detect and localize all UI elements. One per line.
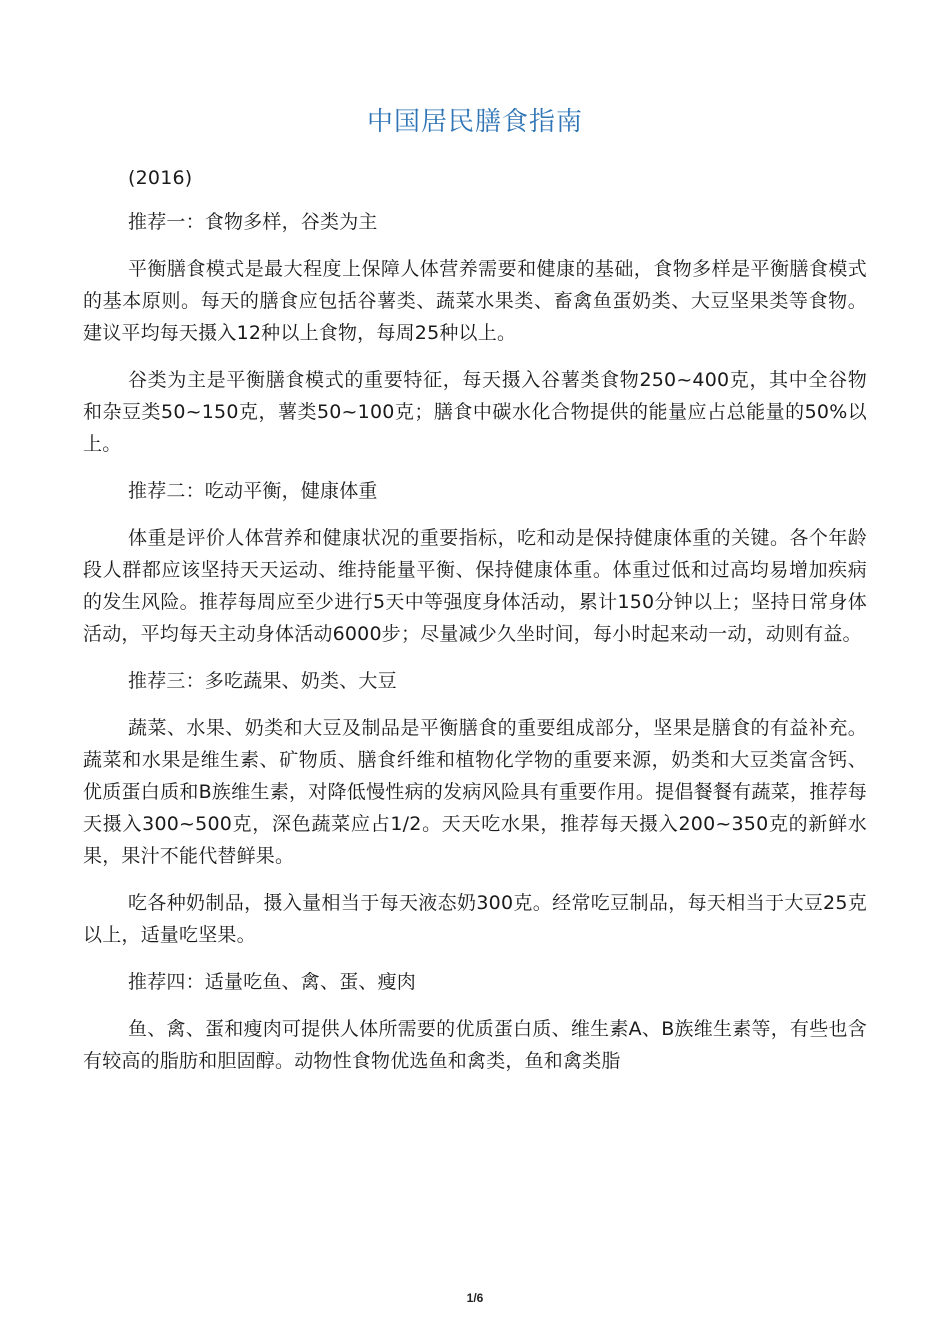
- page-number: 1/6: [466, 1291, 484, 1305]
- document-body: [83, 162, 867, 1092]
- section-heading-4: 推荐四：适量吃鱼、禽、蛋、瘦肉: [128, 971, 417, 993]
- body-paragraph: 蔬菜、水果、奶类和大豆及制品是平衡膳食的重要组成部分，坚果是膳食的有益补充。蔬菜和水果是维生素、矿物质、膳食纤维和植物化学物的重要来源，奶类和大豆类富含钙、优质蛋白质和B族维生素，对降低慢性病的发病风险具有重要作用。提倡餐餐有蔬菜，推荐每天摄入300~500克，深色蔬菜应占1/2。天天吃水果，推荐每天摄入200~350克的新鲜水果，果汁不能代替鲜果。: [83, 717, 867, 867]
- body-paragraph: 鱼、禽、蛋和瘦肉可提供人体所需要的优质蛋白质、维生素A、B族维生素等，有些也含有较高的脂肪和胆固醇。动物性食物优选鱼和禽类，鱼和禽类脂: [83, 1018, 867, 1072]
- body-paragraph: 平衡膳食模式是最大程度上保障人体营养需要和健康的基础，食物多样是平衡膳食模式的基本原则。每天的膳食应包括谷薯类、蔬菜水果类、畜禽鱼蛋奶类、大豆坚果类等食物。建议平均每天摄入12种以上食物，每周25种以上。: [83, 258, 867, 344]
- body-paragraph: 谷类为主是平衡膳食模式的重要特征，每天摄入谷薯类食物250~400克，其中全谷物和杂豆类50~150克，薯类50~100克；膳食中碳水化合物提供的能量应占总能量的50%以上。: [83, 369, 867, 455]
- publication-year: (2016): [128, 167, 193, 189]
- section-heading-2: 推荐二：吃动平衡，健康体重: [128, 480, 378, 502]
- body-paragraph: 体重是评价人体营养和健康状况的重要指标，吃和动是保持健康体重的关键。各个年龄段人群都应该坚持天天运动、维持能量平衡、保持健康体重。体重过低和过高均易增加疾病的发生风险。推荐每周应至少进行5天中等强度身体活动，累计150分钟以上；坚持日常身体活动，平均每天主动身体活动6000步；尽量减少久坐时间，每小时起来动一动，动则有益。: [83, 527, 867, 645]
- document-title: 中国居民膳食指南: [366, 107, 583, 137]
- section-heading-3: 推荐三：多吃蔬果、奶类、大豆: [128, 670, 397, 692]
- body-paragraph: 吃各种奶制品，摄入量相当于每天液态奶300克。经常吃豆制品，每天相当于大豆25克以上，适量吃坚果。: [83, 892, 867, 946]
- section-heading-1: 推荐一：食物多样，谷类为主: [128, 211, 378, 233]
